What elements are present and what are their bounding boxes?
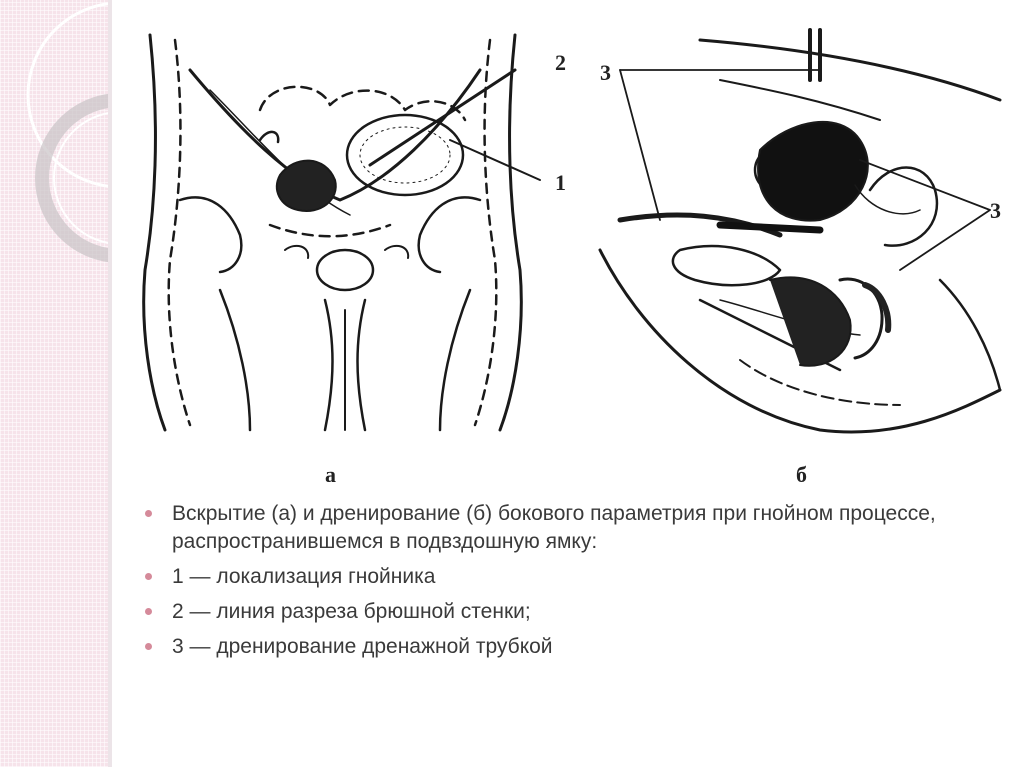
- bullet-icon: [145, 608, 152, 615]
- band-divider: [108, 0, 112, 767]
- legend-item-1: 1 — локализация гнойника: [172, 565, 436, 588]
- decorative-side-band: [0, 0, 108, 767]
- panel-a-drawing: [144, 35, 540, 430]
- bullet-icon: [145, 510, 152, 517]
- callout-3-right: 3: [990, 198, 1001, 223]
- callout-3-top: 3: [600, 60, 611, 85]
- figure-drawing: [120, 10, 1020, 490]
- caption-list: [145, 500, 965, 668]
- callout-1: 1: [555, 170, 566, 195]
- panel-a-label: а: [325, 462, 336, 487]
- panel-b-drawing: [600, 30, 1000, 432]
- decorative-rings: [0, 0, 108, 767]
- anatomical-figure: [120, 10, 1020, 495]
- list-item: [145, 633, 965, 661]
- caption-main: Вскрытие (а) и дренирование (б) бокового параметрия при гнойном процессе, распространившемся в подвздошную ямку:: [172, 502, 936, 553]
- legend-item-3: 3 — дренирование дренажной трубкой: [172, 635, 553, 658]
- bullet-icon: [145, 573, 152, 580]
- list-item: [145, 598, 965, 626]
- list-item: [145, 563, 965, 591]
- legend-item-2: 2 — линия разреза брюшной стенки;: [172, 600, 531, 623]
- bullet-icon: [145, 643, 152, 650]
- list-item: [145, 500, 965, 556]
- panel-b-label: б: [796, 462, 807, 487]
- callout-2: 2: [555, 50, 566, 75]
